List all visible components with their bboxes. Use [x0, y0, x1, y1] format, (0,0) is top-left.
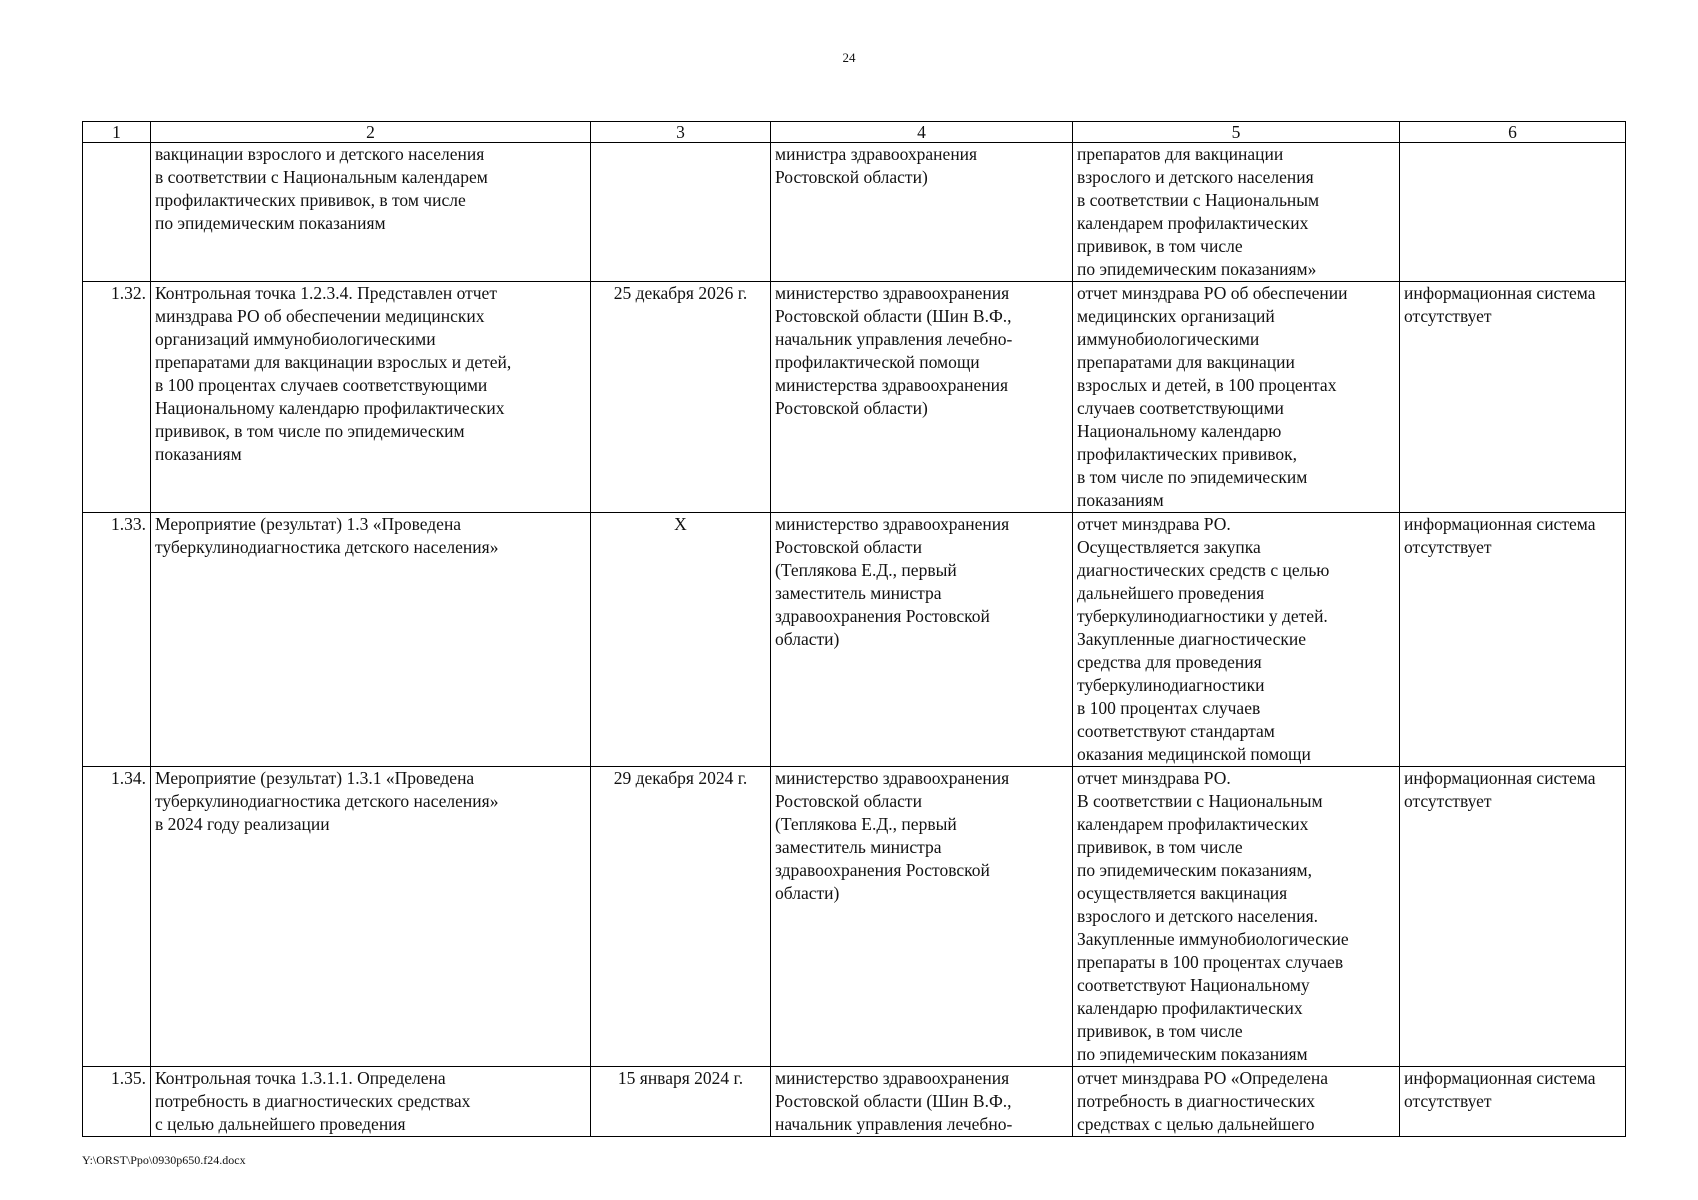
cell-text-line: иммунобиологическими	[1077, 329, 1260, 349]
result-document-cell	[1073, 767, 1400, 1067]
deadline-cell: 25 декабря 2026 г.	[591, 282, 771, 513]
cell-text-line: препаратами для вакцинации взрослых и детей,	[155, 352, 512, 372]
cell-text-line: Осуществляется закупка	[1077, 537, 1261, 557]
cell-text-line: взрослого и детского населения.	[1077, 906, 1319, 926]
measure-name-cell	[151, 1067, 591, 1137]
responsible-cell	[771, 1067, 1073, 1137]
cell-text-line: отчет минздрава РО «Определена	[1077, 1068, 1329, 1088]
cell-text-line: в 100 процентах случаев соответствующими	[155, 375, 488, 395]
cell-text-line: медицинских организаций	[1077, 306, 1275, 326]
cell-text-line: средства для проведения	[1077, 652, 1262, 672]
cell-text-line: организаций иммунобиологическими	[155, 329, 436, 349]
cell-text-line: отчет минздрава РО.	[1077, 514, 1231, 534]
cell-text-line: прививок, в том числе	[1077, 837, 1243, 857]
cell-text-line: начальник управления лечебно-	[775, 1114, 1013, 1134]
cell-text-line: Ростовской области	[775, 791, 922, 811]
measure-name-cell	[151, 767, 591, 1067]
table-row	[83, 282, 1626, 513]
cell-text-line: Национальному календарю	[1077, 421, 1282, 441]
row-number-cell: 1.33.	[83, 513, 151, 767]
header-cell-4: 4	[771, 122, 1073, 143]
info-system-cell	[1400, 1067, 1626, 1137]
cell-text-line: Ростовской области (Шин В.Ф.,	[775, 306, 1012, 326]
cell-text-line: информационная система	[1404, 283, 1596, 303]
cell-text-line: препараты в 100 процентах случаев	[1077, 952, 1344, 972]
measures-table	[82, 121, 1626, 1137]
table-row	[83, 143, 1626, 282]
cell-text-line: вакцинации взрослого и детского населения	[155, 144, 485, 164]
cell-text-line: министра здравоохранения	[775, 144, 978, 164]
cell-text-line: профилактических прививок, в том числе	[155, 190, 466, 210]
cell-text-line: в том числе по эпидемическим	[1077, 467, 1308, 487]
cell-text-line: показаниям	[155, 444, 242, 464]
cell-text-line: минздрава РО об обеспечении медицинских	[155, 306, 485, 326]
cell-text-line: Ростовской области (Шин В.Ф.,	[775, 1091, 1012, 1111]
info-system-cell	[1400, 282, 1626, 513]
info-system-cell	[1400, 767, 1626, 1067]
table-body	[83, 143, 1626, 1137]
page-number: 24	[842, 50, 856, 65]
cell-text-line: средствах с целью дальнейшего	[1077, 1114, 1315, 1134]
cell-text-line: Ростовской области	[775, 537, 922, 557]
cell-text-line: прививок, в том числе по эпидемическим	[155, 421, 465, 441]
cell-text-line: в 100 процентах случаев	[1077, 698, 1261, 718]
row-number-cell: 1.32.	[83, 282, 151, 513]
cell-text-line: Национальному календарю профилактических	[155, 398, 505, 418]
cell-text-line: отсутствует	[1404, 791, 1492, 811]
cell-text-line: туберкулинодиагностика детского населения»	[155, 791, 499, 811]
cell-text-line: Ростовской области)	[775, 167, 928, 187]
cell-text-line: потребность в диагностических	[1077, 1091, 1316, 1111]
cell-text-line: календарем профилактических	[1077, 814, 1309, 834]
cell-text-line: оказания медицинской помощи	[1077, 744, 1311, 764]
cell-text-line: министерство здравоохранения	[775, 283, 1010, 303]
cell-text-line: отсутствует	[1404, 1091, 1492, 1111]
cell-text-line: Закупленные диагностические	[1077, 629, 1306, 649]
cell-text-line: Контрольная точка 1.3.1.1. Определена	[155, 1068, 446, 1088]
header-cell-6: 6	[1400, 122, 1626, 143]
cell-text-line: информационная система	[1404, 514, 1596, 534]
cell-text-line: дальнейшего проведения	[1077, 583, 1265, 603]
cell-text-line: препаратов для вакцинации	[1077, 144, 1284, 164]
cell-text-line: в соответствии с Национальным	[1077, 190, 1320, 210]
cell-text-line: отсутствует	[1404, 306, 1492, 326]
cell-text-line: отчет минздрава РО.	[1077, 768, 1231, 788]
cell-text-line: Мероприятие (результат) 1.3 «Проведена	[155, 514, 462, 534]
cell-text-line: профилактических прививок,	[1077, 444, 1297, 464]
cell-text-line: информационная система	[1404, 768, 1596, 788]
cell-text-line: министерство здравоохранения	[775, 1068, 1010, 1088]
header-cell-3: 3	[591, 122, 771, 143]
cell-text-line: информационная система	[1404, 1068, 1596, 1088]
cell-text-line: туберкулинодиагностики у детей.	[1077, 606, 1328, 626]
measure-name-cell	[151, 282, 591, 513]
cell-text-line: здравоохранения Ростовской	[775, 606, 990, 626]
cell-text-line: (Теплякова Е.Д., первый	[775, 814, 957, 834]
cell-text-line: заместитель министра	[775, 837, 942, 857]
cell-text-line: прививок, в том числе	[1077, 236, 1243, 256]
cell-text-line: показаниям	[1077, 490, 1164, 510]
cell-text-line: потребность в диагностических средствах	[155, 1091, 471, 1111]
cell-text-line: диагностических средств с целью	[1077, 560, 1330, 580]
cell-text-line: Мероприятие (результат) 1.3.1 «Проведена	[155, 768, 475, 788]
cell-text-line: прививок, в том числе	[1077, 1021, 1243, 1041]
cell-text-line: министерства здравоохранения	[775, 375, 1009, 395]
cell-text-line: министерство здравоохранения	[775, 768, 1010, 788]
table-row	[83, 767, 1626, 1067]
header-cell-2: 2	[151, 122, 591, 143]
measure-name-cell	[151, 513, 591, 767]
cell-text-line: (Теплякова Е.Д., первый	[775, 560, 957, 580]
table-row	[83, 1067, 1626, 1137]
cell-text-line: Закупленные иммунобиологические	[1077, 929, 1349, 949]
cell-text-line: туберкулинодиагностики	[1077, 675, 1265, 695]
cell-text-line: Контрольная точка 1.2.3.4. Представлен отчет	[155, 283, 497, 303]
footer-file-path: Y:\ORST\Ppo\0930p650.f24.docx	[82, 1153, 246, 1167]
result-document-cell	[1073, 143, 1400, 282]
cell-text-line: по эпидемическим показаниям	[155, 213, 386, 233]
responsible-cell	[771, 143, 1073, 282]
cell-text-line: области)	[775, 883, 840, 903]
deadline-cell	[591, 143, 771, 282]
cell-text-line: с целью дальнейшего проведения	[155, 1114, 406, 1134]
cell-text-line: заместитель министра	[775, 583, 942, 603]
info-system-cell	[1400, 513, 1626, 767]
cell-text-line: календарю профилактических	[1077, 998, 1303, 1018]
cell-text-line: по эпидемическим показаниям	[1077, 1044, 1308, 1064]
cell-text-line: в соответствии с Национальным календарем	[155, 167, 488, 187]
cell-text-line: в 2024 году реализации	[155, 814, 330, 834]
table-row	[83, 513, 1626, 767]
cell-text-line: отсутствует	[1404, 537, 1492, 557]
responsible-cell	[771, 282, 1073, 513]
cell-text-line: В соответствии с Национальным	[1077, 791, 1323, 811]
cell-text-line: взрослого и детского населения	[1077, 167, 1314, 187]
cell-text-line: случаев соответствующими	[1077, 398, 1284, 418]
row-number-cell: 1.35.	[83, 1067, 151, 1137]
cell-text-line: календарем профилактических	[1077, 213, 1309, 233]
cell-text-line: министерство здравоохранения	[775, 514, 1010, 534]
cell-text-line: по эпидемическим показаниям,	[1077, 860, 1312, 880]
measure-name-cell	[151, 143, 591, 282]
info-system-cell	[1400, 143, 1626, 282]
cell-text-line: Ростовской области)	[775, 398, 928, 418]
result-document-cell	[1073, 1067, 1400, 1137]
cell-text-line: здравоохранения Ростовской	[775, 860, 990, 880]
cell-text-line: осуществляется вакцинация	[1077, 883, 1288, 903]
deadline-cell: 29 декабря 2024 г.	[591, 767, 771, 1067]
row-number-cell	[83, 143, 151, 282]
header-cell-1: 1	[83, 122, 151, 143]
cell-text-line: взрослых и детей, в 100 процентах	[1077, 375, 1337, 395]
cell-text-line: туберкулинодиагностика детского населения»	[155, 537, 499, 557]
result-document-cell	[1073, 513, 1400, 767]
deadline-cell: X	[591, 513, 771, 767]
cell-text-line: соответствуют стандартам	[1077, 721, 1275, 741]
deadline-cell: 15 января 2024 г.	[591, 1067, 771, 1137]
cell-text-line: области)	[775, 629, 840, 649]
header-cell-5: 5	[1073, 122, 1400, 143]
cell-text-line: отчет минздрава РО об обеспечении	[1077, 283, 1348, 303]
cell-text-line: по эпидемическим показаниям»	[1077, 259, 1317, 279]
responsible-cell	[771, 513, 1073, 767]
responsible-cell	[771, 767, 1073, 1067]
header-row	[83, 122, 1626, 143]
cell-text-line: препаратами для вакцинации	[1077, 352, 1295, 372]
cell-text-line: соответствуют Национальному	[1077, 975, 1310, 995]
result-document-cell	[1073, 282, 1400, 513]
cell-text-line: профилактической помощи	[775, 352, 980, 372]
row-number-cell: 1.34.	[83, 767, 151, 1067]
cell-text-line: начальник управления лечебно-	[775, 329, 1013, 349]
